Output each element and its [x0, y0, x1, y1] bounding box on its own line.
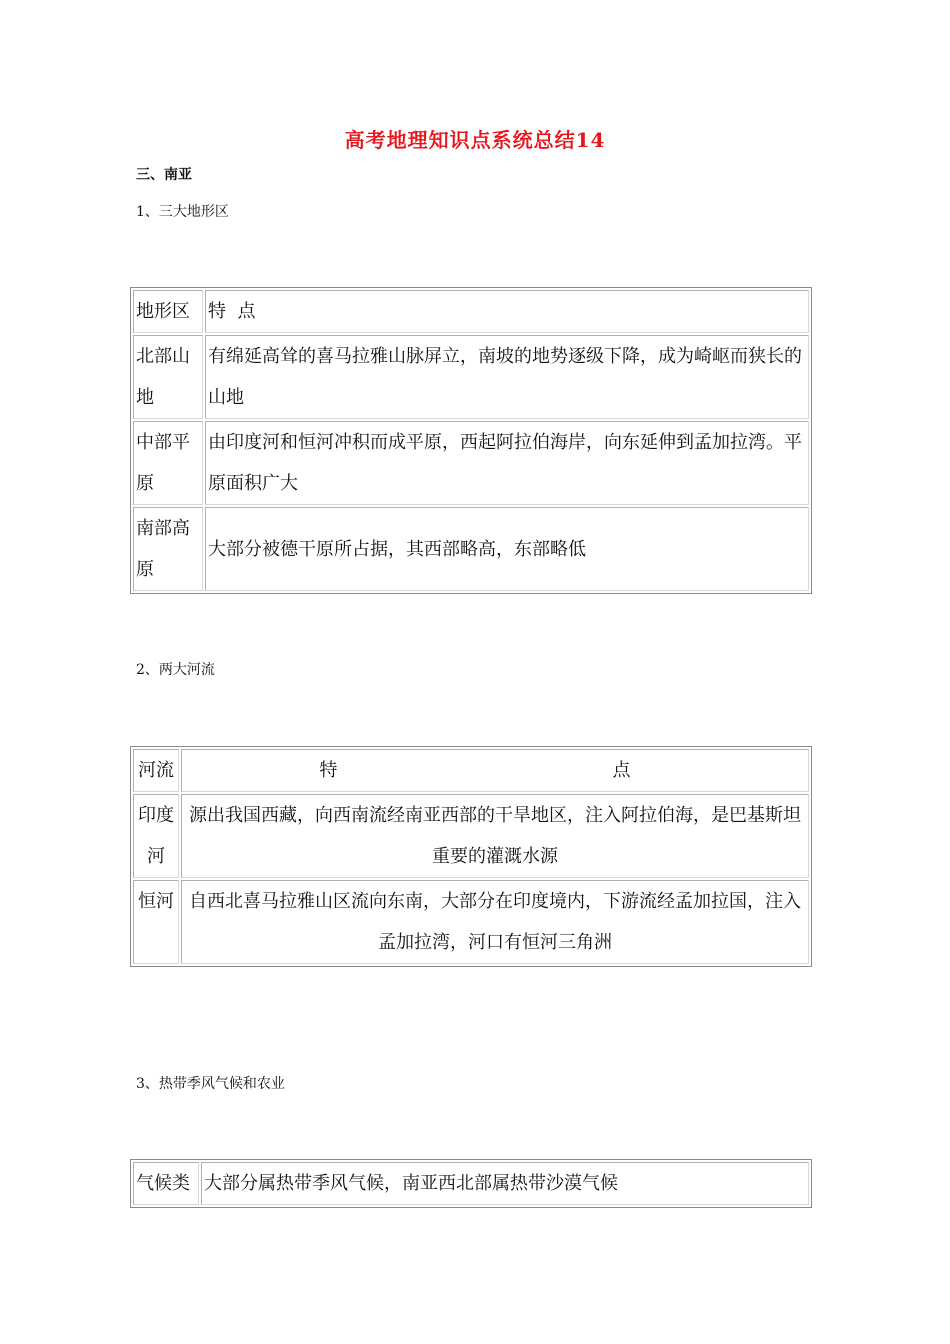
- landform-table: [130, 287, 812, 594]
- table-cell-label: 气候类: [133, 1162, 199, 1205]
- table-cell-feature: 由印度河和恒河冲积而成平原，西起阿拉伯海岸，向东延伸到孟加拉湾。平原面积广大: [205, 421, 809, 505]
- climate-heading: 3、热带季风气候和农业: [136, 1076, 285, 1092]
- header-char-dian: 点: [612, 760, 631, 781]
- table-header-cell: 地形区: [133, 290, 203, 333]
- table-cell-river: 恒河: [133, 880, 179, 964]
- table-header-cell: 特 点: [205, 290, 809, 333]
- table-cell-river: 印度河: [133, 794, 179, 878]
- document-title: 高考地理知识点系统总结14: [344, 128, 606, 152]
- table-row: [133, 880, 809, 964]
- table-row: [133, 1162, 809, 1205]
- table-header-row: [133, 290, 809, 333]
- table-row: [133, 794, 809, 878]
- table-row: [133, 507, 809, 591]
- table-cell-region: 北部山地: [133, 335, 203, 419]
- header-char-te: 特: [319, 760, 338, 781]
- table-row: [133, 335, 809, 419]
- table-cell-feature: 源出我国西藏，向西南流经南亚西部的干旱地区，注入阿拉伯海，是巴基斯坦重要的灌溉水源: [181, 794, 809, 878]
- table-cell-region: 中部平原: [133, 421, 203, 505]
- table-header-cell: 河流: [133, 749, 179, 792]
- rivers-table: [130, 746, 812, 967]
- table-header-row: [133, 749, 809, 792]
- table-cell-region: 南部高原: [133, 507, 203, 591]
- table-cell-feature: 大部分属热带季风气候，南亚西北部属热带沙漠气候: [201, 1162, 809, 1205]
- section-heading: 三、南亚: [136, 167, 192, 183]
- table-cell-feature: 大部分被德干原所占据，其西部略高，东部略低: [205, 507, 809, 591]
- table-cell-feature: 自西北喜马拉雅山区流向东南，大部分在印度境内，下游流经孟加拉国，注入孟加拉湾，河口有恒河三角洲: [181, 880, 809, 964]
- table-cell-feature: 有绵延高耸的喜马拉雅山脉屏立，南坡的地势逐级下降，成为崎岖而狭长的山地: [205, 335, 809, 419]
- landform-heading: 1、三大地形区: [136, 204, 229, 220]
- table-row: [133, 421, 809, 505]
- table-header-cell-feature: [181, 749, 809, 792]
- rivers-heading: 2、两大河流: [136, 662, 215, 678]
- climate-table: [130, 1159, 812, 1208]
